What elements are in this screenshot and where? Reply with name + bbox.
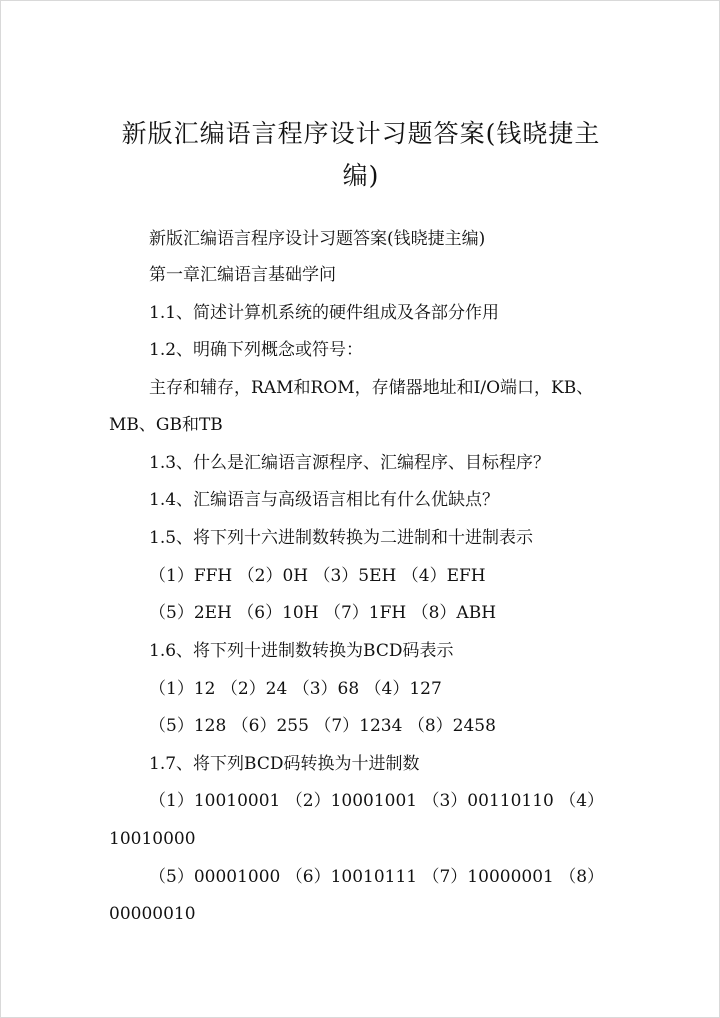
document-title-line-2: 编) bbox=[342, 161, 380, 190]
question-1-3: 1.3、什么是汇编语言源程序、汇编程序、目标程序？ bbox=[149, 453, 551, 473]
question-1-2-detail-continued: MB、GB和TB bbox=[109, 415, 223, 435]
subtitle-line: 新版汇编语言程序设计习题答案(钱晓捷主编) bbox=[149, 229, 486, 249]
question-1-5-items-a: （1）FFH （2）0H （3）5EH （4）EFH bbox=[149, 566, 486, 586]
document-title-line-1: 新版汇编语言程序设计习题答案(钱晓捷主 bbox=[121, 119, 601, 148]
question-1-6-items-b: （5）128 （6）255 （7）1234 （8）2458 bbox=[149, 716, 496, 736]
question-1-6-items-a: （1）12 （2）24 （3）68 （4）127 bbox=[149, 679, 442, 699]
question-1-5: 1.5、将下列十六进制数转换为二进制和十进制表示 bbox=[149, 528, 534, 548]
question-1-5-items-b: （5）2EH （6）10H （7）1FH （8）ABH bbox=[149, 603, 497, 623]
question-1-1: 1.1、简述计算机系统的硬件组成及各部分作用 bbox=[149, 303, 500, 323]
question-1-7-items-a: （1）10010001 （2）10001001 （3）00110110 （4） bbox=[149, 791, 605, 811]
question-1-7-items-b: （5）00001000 （6）10010111 （7）10000001 （8） bbox=[149, 867, 605, 887]
question-1-7-items-b-continued: 00000010 bbox=[109, 904, 196, 924]
question-1-7-items-a-continued: 10010000 bbox=[109, 829, 196, 849]
question-1-2-detail: 主存和辅存，RAM和ROM，存储器地址和I/O端口，KB、 bbox=[149, 378, 594, 398]
question-1-7: 1.7、将下列BCD码转换为十进制数 bbox=[149, 754, 420, 774]
chapter-heading: 第一章汇编语言基础学问 bbox=[149, 265, 336, 285]
question-1-4: 1.4、汇编语言与高级语言相比有什么优缺点？ bbox=[149, 490, 500, 510]
question-1-2: 1.2、明确下列概念或符号： bbox=[149, 340, 364, 360]
question-1-6: 1.6、将下列十进制数转换为BCD码表示 bbox=[149, 641, 454, 661]
